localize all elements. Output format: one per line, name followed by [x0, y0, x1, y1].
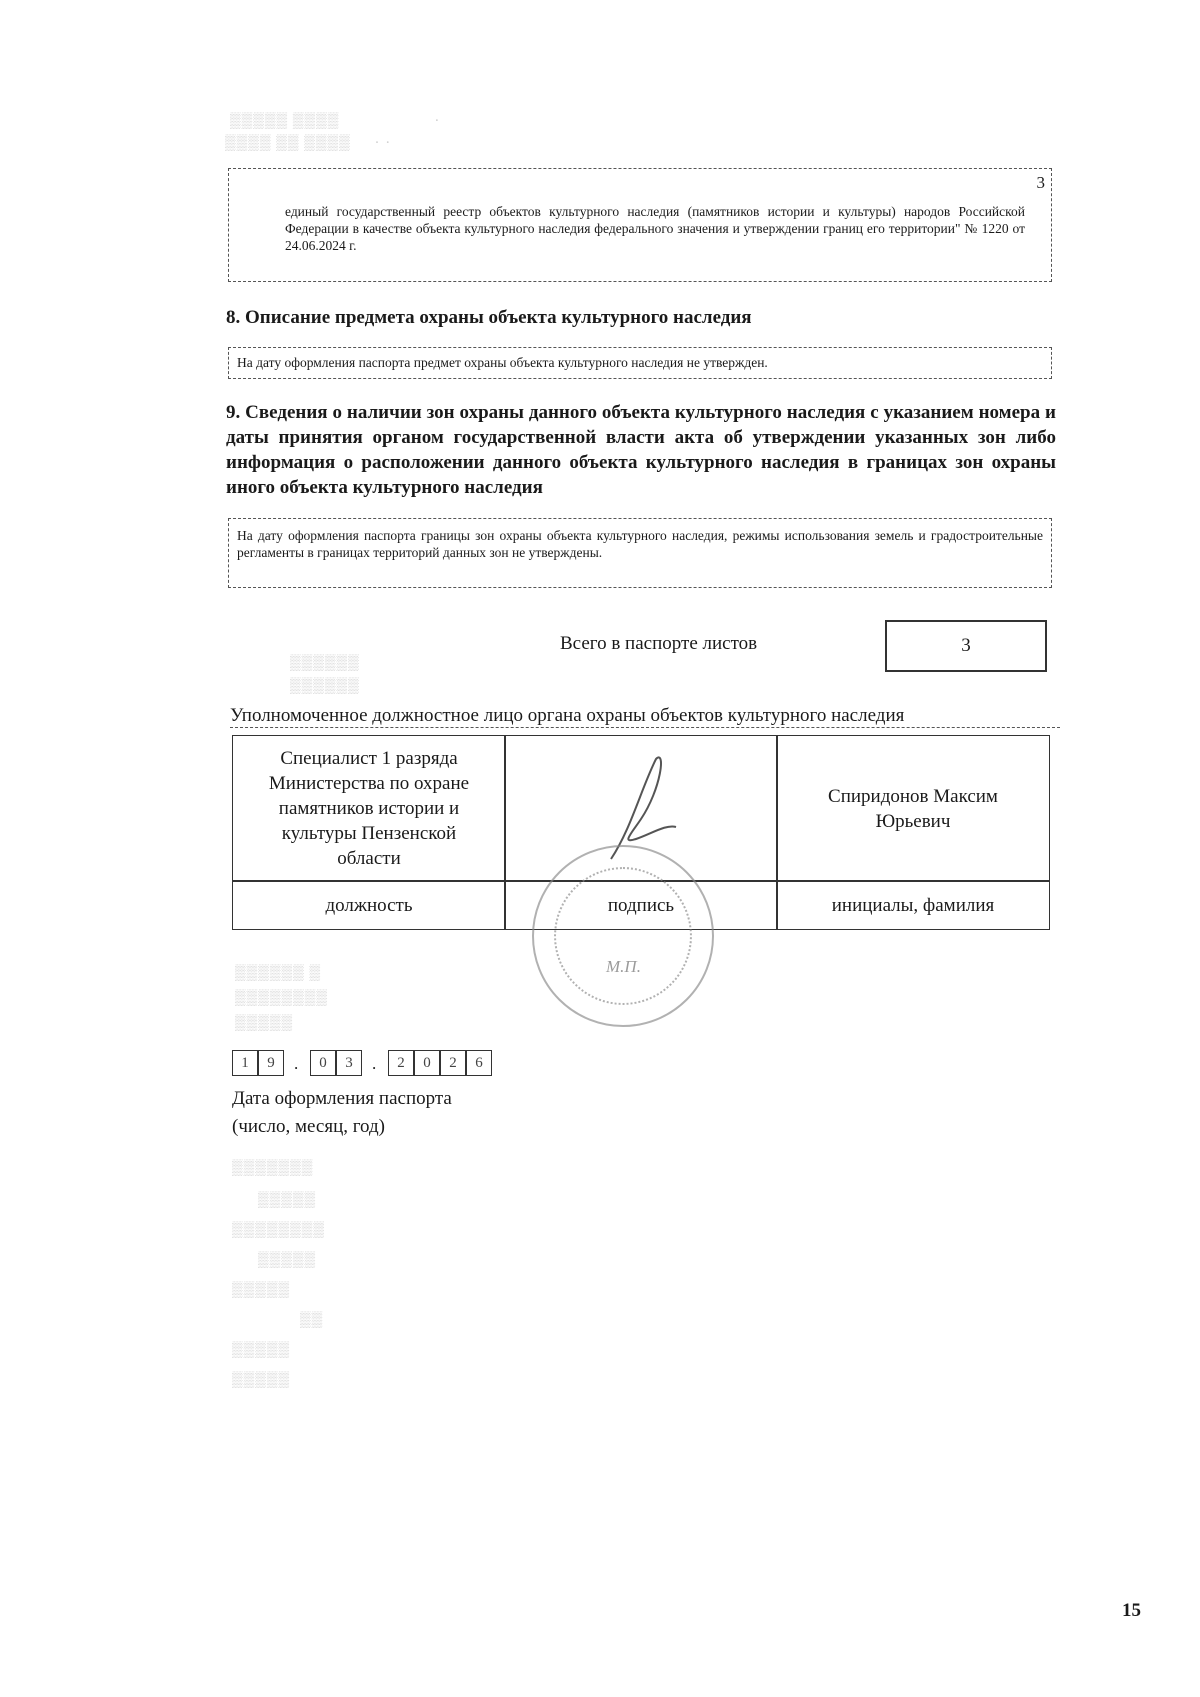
faded-side-text-5: ▒▒▒▒▒: [235, 1015, 294, 1031]
stamp-label: М.П.: [606, 957, 641, 976]
faded-side-text-3: ▒▒▒▒▒▒ ▒: [235, 965, 322, 981]
date-label-line1: Дата оформления паспорта: [232, 1088, 452, 1109]
section-8-text: На дату оформления паспорта предмет охраны объекта культурного наследия не утвержден.: [237, 355, 768, 370]
name-label-cell: [776, 880, 1050, 930]
sheets-value: 3: [885, 620, 1047, 672]
date-year-2: 0: [414, 1050, 440, 1076]
registry-box: [228, 168, 1052, 282]
date-dot-2: .: [372, 1054, 377, 1073]
faded-bottom-text-5: ▒▒▒▒▒: [232, 1282, 291, 1298]
faded-side-text-1: ▒▒▒▒▒▒: [290, 655, 360, 671]
section-9-box: [228, 518, 1052, 588]
date-day-2: 9: [258, 1050, 284, 1076]
signature-label: подпись: [607, 894, 675, 916]
faded-side-text-2: ▒▒▒▒▒▒: [290, 678, 360, 694]
faded-header-line-2: ▒▒▒▒ ▒▒ ▒▒▒▒ · ·: [225, 135, 392, 151]
date-dot-1: .: [294, 1054, 299, 1073]
section-8-title: 8. Описание предмета охраны объекта культурного наследия: [226, 307, 752, 328]
position-cell: [232, 735, 506, 882]
faded-bottom-text-2: ▒▒▒▒▒: [258, 1192, 317, 1208]
faded-bottom-text-4: ▒▒▒▒▒: [258, 1252, 317, 1268]
name-label: инициалы, фамилия: [831, 894, 995, 916]
section-9-title: 9. Сведения о наличии зон охраны данного объекта культурного наследия с указанием номера и даты принятия органом государственной власти акта об утверждении указанных зон либо информация о расположении данного объекта культурного наследия в границах зон охраны иного объекта культурного наследия: [226, 402, 1056, 498]
sheets-label: Всего в паспорте листов: [560, 633, 758, 654]
position-text: Специалист 1 разряда Министерства по охране памятников истории и культуры Пензенской области: [268, 748, 470, 869]
section-9-text: На дату оформления паспорта границы зон охраны объекта культурного наследия, режимы использования земель и градостроительные регламенты в границах территорий данных зон не утверждены.: [237, 528, 1043, 560]
date-month-2: 3: [336, 1050, 362, 1076]
name-text: Спиридонов Максим Юрьевич: [828, 785, 998, 832]
faded-bottom-text-8: ▒▒▒▒▒: [232, 1372, 291, 1388]
faded-header-line-1: ▒▒▒▒▒ ▒▒▒▒ ·: [230, 113, 441, 129]
faded-bottom-text-6: ▒▒: [300, 1312, 324, 1328]
registry-text: единый государственный реестр объектов культурного наследия (памятников истории и культуры) народов Российской Федерации в качестве объекта культурного наследия федерального значения и утверждении границ его территории" № 1220 от 24.06.2024 г.: [285, 204, 1025, 253]
date-year-3: 2: [440, 1050, 466, 1076]
stamp-inner-ring: [554, 867, 692, 1005]
date-day-1: 1: [232, 1050, 258, 1076]
faded-bottom-text-7: ▒▒▒▒▒: [232, 1342, 291, 1358]
position-label-cell: [232, 880, 506, 930]
faded-bottom-text-3: ▒▒▒▒▒▒▒▒: [232, 1222, 326, 1238]
date-month-1: 0: [310, 1050, 336, 1076]
official-stamp: [532, 845, 714, 1027]
official-title: Уполномоченное должностное лицо органа охраны объектов культурного наследия: [230, 705, 1060, 728]
registry-page-number: 3: [1036, 173, 1045, 192]
page-number: 15: [1122, 1600, 1141, 1621]
date-year-4: 6: [466, 1050, 492, 1076]
faded-side-text-4: ▒▒▒▒▒▒▒▒: [235, 990, 329, 1006]
date-year-1: 2: [388, 1050, 414, 1076]
name-cell: [776, 735, 1050, 882]
section-8-box: [228, 347, 1052, 379]
date-label-line2: (число, месяц, год): [232, 1116, 386, 1137]
faded-bottom-text-1: ▒▒▒▒▒▒▒: [232, 1160, 314, 1176]
position-label: должность: [325, 894, 413, 916]
